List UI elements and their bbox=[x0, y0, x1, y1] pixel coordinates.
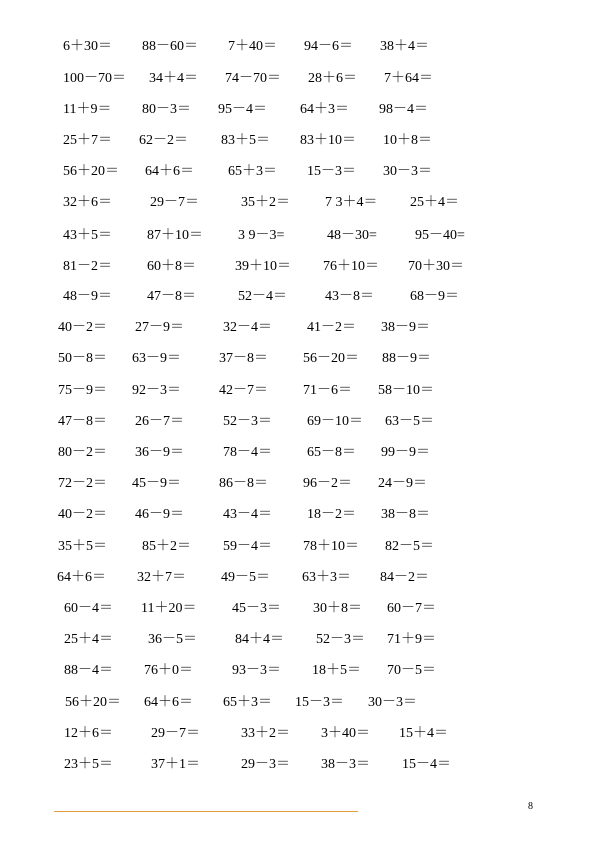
arithmetic-problem: 98－4＝ bbox=[379, 102, 428, 117]
problem-row bbox=[0, 537, 595, 557]
arithmetic-problem: 93－3＝ bbox=[232, 663, 281, 678]
arithmetic-problem: 30－3＝ bbox=[383, 164, 432, 179]
arithmetic-problem: 86－8＝ bbox=[219, 476, 268, 491]
arithmetic-problem: 74－70＝ bbox=[225, 71, 281, 86]
arithmetic-problem: 95－4＝ bbox=[218, 102, 267, 117]
arithmetic-problem: 3 9－3= bbox=[238, 228, 285, 243]
problem-row bbox=[0, 131, 595, 151]
arithmetic-problem: 23＋5＝ bbox=[64, 757, 113, 772]
arithmetic-problem: 94－6＝ bbox=[304, 39, 353, 54]
problem-row bbox=[0, 318, 595, 338]
arithmetic-problem: 87＋10＝ bbox=[147, 228, 203, 243]
arithmetic-problem: 48－9＝ bbox=[63, 289, 112, 304]
problem-row bbox=[0, 349, 595, 369]
arithmetic-problem: 15－3＝ bbox=[295, 695, 344, 710]
arithmetic-problem: 63－9＝ bbox=[132, 351, 181, 366]
arithmetic-problem: 11＋9＝ bbox=[63, 102, 112, 117]
arithmetic-problem: 33＋2＝ bbox=[241, 726, 290, 741]
problem-row bbox=[0, 162, 595, 182]
arithmetic-problem: 68－9＝ bbox=[410, 289, 459, 304]
problem-row bbox=[0, 193, 595, 213]
arithmetic-problem: 45－9＝ bbox=[132, 476, 181, 491]
arithmetic-problem: 60－4＝ bbox=[64, 601, 113, 616]
arithmetic-problem: 80－3＝ bbox=[142, 102, 191, 117]
arithmetic-problem: 64＋3＝ bbox=[300, 102, 349, 117]
arithmetic-problem: 43－4＝ bbox=[223, 507, 272, 522]
arithmetic-problem: 96－2＝ bbox=[303, 476, 352, 491]
arithmetic-problem: 41－2＝ bbox=[307, 320, 356, 335]
problem-row bbox=[0, 100, 595, 120]
arithmetic-problem: 88－9＝ bbox=[382, 351, 431, 366]
problem-row bbox=[0, 69, 595, 89]
arithmetic-problem: 30－3＝ bbox=[368, 695, 417, 710]
arithmetic-problem: 36－9＝ bbox=[135, 445, 184, 460]
arithmetic-problem: 45－3＝ bbox=[232, 601, 281, 616]
arithmetic-problem: 76＋10＝ bbox=[323, 259, 379, 274]
arithmetic-problem: 64＋6＝ bbox=[57, 570, 106, 585]
footer-divider bbox=[54, 811, 358, 812]
arithmetic-problem: 15－4＝ bbox=[402, 757, 451, 772]
arithmetic-problem: 88－60＝ bbox=[142, 39, 198, 54]
arithmetic-problem: 37＋1＝ bbox=[151, 757, 200, 772]
arithmetic-problem: 65＋3＝ bbox=[223, 695, 272, 710]
arithmetic-problem: 49－5＝ bbox=[221, 570, 270, 585]
arithmetic-problem: 71＋9＝ bbox=[387, 632, 436, 647]
arithmetic-problem: 62－2＝ bbox=[139, 133, 188, 148]
problem-row bbox=[0, 443, 595, 463]
arithmetic-problem: 50－8＝ bbox=[58, 351, 107, 366]
arithmetic-problem: 60－7＝ bbox=[387, 601, 436, 616]
problem-row bbox=[0, 599, 595, 619]
problem-row bbox=[0, 755, 595, 775]
arithmetic-problem: 63－5＝ bbox=[385, 414, 434, 429]
problem-row bbox=[0, 661, 595, 681]
arithmetic-problem: 43－8＝ bbox=[325, 289, 374, 304]
arithmetic-problem: 56－20＝ bbox=[303, 351, 359, 366]
arithmetic-problem: 42－7＝ bbox=[219, 383, 268, 398]
arithmetic-problem: 27－9＝ bbox=[135, 320, 184, 335]
arithmetic-problem: 65－8＝ bbox=[307, 445, 356, 460]
arithmetic-problem: 70＋30＝ bbox=[408, 259, 464, 274]
arithmetic-problem: 40－2＝ bbox=[58, 507, 107, 522]
arithmetic-problem: 29－3＝ bbox=[241, 757, 290, 772]
arithmetic-problem: 40－2＝ bbox=[58, 320, 107, 335]
arithmetic-problem: 6＋30＝ bbox=[63, 39, 112, 54]
arithmetic-problem: 37－8＝ bbox=[219, 351, 268, 366]
arithmetic-problem: 7 3＋4＝ bbox=[325, 195, 378, 210]
arithmetic-problem: 38－3＝ bbox=[321, 757, 370, 772]
arithmetic-problem: 18－2＝ bbox=[307, 507, 356, 522]
arithmetic-problem: 78－4＝ bbox=[223, 445, 272, 460]
arithmetic-problem: 38－9＝ bbox=[381, 320, 430, 335]
arithmetic-problem: 83＋10＝ bbox=[300, 133, 356, 148]
arithmetic-problem: 83＋5＝ bbox=[221, 133, 270, 148]
arithmetic-problem: 92－3＝ bbox=[132, 383, 181, 398]
problem-row bbox=[0, 568, 595, 588]
arithmetic-problem: 11＋20＝ bbox=[141, 601, 197, 616]
arithmetic-problem: 81－2＝ bbox=[63, 259, 112, 274]
arithmetic-problem: 71－6＝ bbox=[303, 383, 352, 398]
arithmetic-problem: 38－8＝ bbox=[381, 507, 430, 522]
arithmetic-problem: 69－10＝ bbox=[307, 414, 363, 429]
arithmetic-problem: 39＋10＝ bbox=[235, 259, 291, 274]
arithmetic-problem: 56＋20＝ bbox=[65, 695, 121, 710]
arithmetic-problem: 84－2＝ bbox=[380, 570, 429, 585]
arithmetic-problem: 72－2＝ bbox=[58, 476, 107, 491]
arithmetic-problem: 100－70＝ bbox=[63, 71, 126, 86]
arithmetic-problem: 48－30= bbox=[327, 228, 377, 243]
problem-row bbox=[0, 37, 595, 57]
arithmetic-problem: 99－9＝ bbox=[381, 445, 430, 460]
arithmetic-problem: 56＋20＝ bbox=[63, 164, 119, 179]
arithmetic-problem: 32＋6＝ bbox=[63, 195, 112, 210]
arithmetic-problem: 28＋6＝ bbox=[308, 71, 357, 86]
arithmetic-problem: 15＋4＝ bbox=[399, 726, 448, 741]
arithmetic-problem: 35＋2＝ bbox=[241, 195, 290, 210]
arithmetic-problem: 7＋64＝ bbox=[384, 71, 433, 86]
arithmetic-problem: 47－8＝ bbox=[58, 414, 107, 429]
arithmetic-problem: 84＋4＝ bbox=[235, 632, 284, 647]
arithmetic-problem: 46－9＝ bbox=[135, 507, 184, 522]
arithmetic-problem: 75－9＝ bbox=[58, 383, 107, 398]
arithmetic-problem: 85＋2＝ bbox=[142, 539, 191, 554]
arithmetic-problem: 64＋6＝ bbox=[145, 164, 194, 179]
arithmetic-problem: 15－3＝ bbox=[307, 164, 356, 179]
arithmetic-problem: 65＋3＝ bbox=[228, 164, 277, 179]
arithmetic-problem: 26－7＝ bbox=[135, 414, 184, 429]
arithmetic-problem: 24－9＝ bbox=[378, 476, 427, 491]
arithmetic-problem: 59－4＝ bbox=[223, 539, 272, 554]
arithmetic-problem: 32－4＝ bbox=[223, 320, 272, 335]
arithmetic-problem: 36－5＝ bbox=[148, 632, 197, 647]
arithmetic-problem: 43＋5＝ bbox=[63, 228, 112, 243]
arithmetic-problem: 60＋8＝ bbox=[147, 259, 196, 274]
arithmetic-problem: 38＋4＝ bbox=[380, 39, 429, 54]
arithmetic-problem: 58－10＝ bbox=[378, 383, 434, 398]
arithmetic-problem: 52－3＝ bbox=[223, 414, 272, 429]
arithmetic-problem: 35＋5＝ bbox=[58, 539, 107, 554]
problem-row bbox=[0, 724, 595, 744]
problem-row bbox=[0, 287, 595, 307]
arithmetic-problem: 30＋8＝ bbox=[313, 601, 362, 616]
arithmetic-problem: 25＋7＝ bbox=[63, 133, 112, 148]
arithmetic-problem: 63＋3＝ bbox=[302, 570, 351, 585]
arithmetic-problem: 76＋0＝ bbox=[144, 663, 193, 678]
arithmetic-problem: 25＋4＝ bbox=[410, 195, 459, 210]
arithmetic-problem: 3＋40＝ bbox=[321, 726, 370, 741]
arithmetic-problem: 32＋7＝ bbox=[137, 570, 186, 585]
arithmetic-problem: 80－2＝ bbox=[58, 445, 107, 460]
arithmetic-problem: 47－8＝ bbox=[147, 289, 196, 304]
arithmetic-problem: 52－3＝ bbox=[316, 632, 365, 647]
arithmetic-problem: 10＋8＝ bbox=[383, 133, 432, 148]
problem-row bbox=[0, 474, 595, 494]
problem-row bbox=[0, 412, 595, 432]
arithmetic-problem: 70－5＝ bbox=[387, 663, 436, 678]
arithmetic-problem: 7＋40＝ bbox=[228, 39, 277, 54]
arithmetic-problem: 34＋4＝ bbox=[149, 71, 198, 86]
problem-row bbox=[0, 226, 595, 246]
arithmetic-problem: 78＋10＝ bbox=[303, 539, 359, 554]
arithmetic-problem: 18＋5＝ bbox=[312, 663, 361, 678]
arithmetic-problem: 29－7＝ bbox=[151, 726, 200, 741]
problem-row bbox=[0, 630, 595, 650]
problem-row bbox=[0, 381, 595, 401]
arithmetic-problem: 29－7＝ bbox=[150, 195, 199, 210]
arithmetic-problem: 64＋6＝ bbox=[144, 695, 193, 710]
arithmetic-problem: 95－40= bbox=[415, 228, 465, 243]
arithmetic-problem: 25＋4＝ bbox=[64, 632, 113, 647]
arithmetic-problem: 88－4＝ bbox=[64, 663, 113, 678]
problem-row bbox=[0, 505, 595, 525]
arithmetic-problem: 82－5＝ bbox=[385, 539, 434, 554]
problem-row bbox=[0, 693, 595, 713]
page-number: 8 bbox=[528, 801, 533, 812]
arithmetic-problem: 12＋6＝ bbox=[64, 726, 113, 741]
problem-row bbox=[0, 257, 595, 277]
arithmetic-problem: 52－4＝ bbox=[238, 289, 287, 304]
